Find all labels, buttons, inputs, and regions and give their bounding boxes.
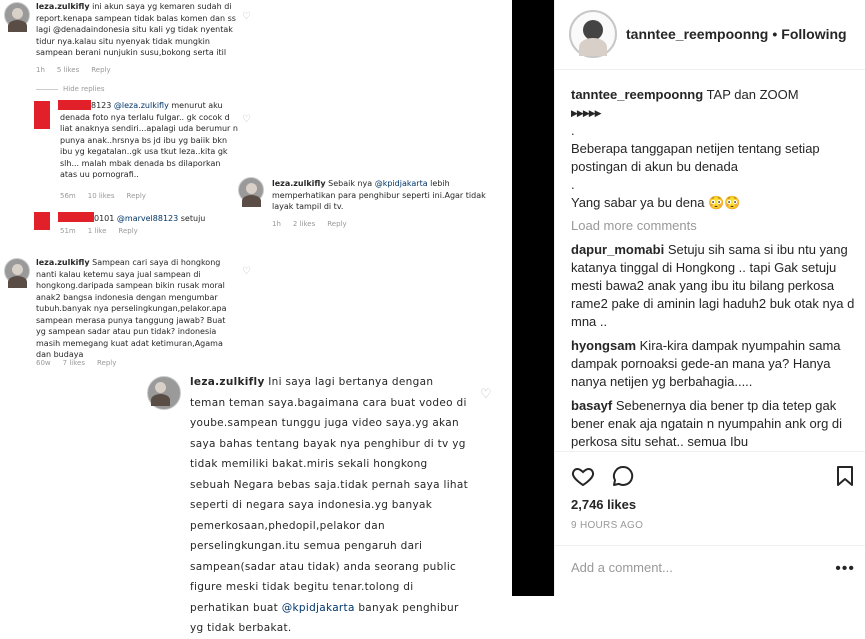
bookmark-icon[interactable] [833,464,857,488]
comment-item: basayf Sebenernya dia bener tp dia tetep gak bener enak aja ngatain n nyumpahin ank org di perkosa situ sehat.. semua Ibu [571,398,843,449]
add-comment-bar [555,545,865,596]
comments-list: tanntee_reempoonng TAP dan ZOOM ▶▶▶▶▶ . Beberapa tanggapan netijen tentang setiap postingan di akun bu denada . Yang sabar ya bu dena 😳😳 Load more comments dapur_momabi Setuju sih sama si ibu ntu yang katanya tinggal di Hongkong .. tapi Gak setuju mesti bawa2 anak yang ibu itu bilang perkosa rame2 pake di aminin lagi haduh2 buk otak nya d mna .. hyongsam Kira-kira dampak nyumpahin sama dampak pornoaksi gede-an mana ya? Hanya nanya netijen yg berbahagia..... basayf Sebenernya dia bener tp dia tetep gak bener enak aja ngatain n nyumpahin ank org di perkosa situ sehat.. semua Ibu [571,86,857,439]
caption-username[interactable]: tanntee_reempoonng [571,87,704,102]
hide-replies-link: Hide replies [36,85,105,93]
caption-text: Beberapa tanggapan netijen tentang setiap postingan di akun bu denada [571,141,820,174]
comment-username[interactable]: basayf [571,398,613,413]
image-comment-2: 8123 @leza.zulkifly menurut aku denada foto nya terlalu fulgar.. gk cocok d liat anaknya sendiri...apalagi uda berumur n punya anak..hrsnya bs jd ibu yg baiik bkn ibu yg kegatalan..gk usa tkut leza..kita gk slh... malah mbak denada bs dilaporkan atas uu pornografi.. [60,101,238,179]
caption-arrows: ▶▶▶▶▶ [571,108,601,118]
image-comment-5: leza.zulkifly Sampean cari saya di hongkong nanti kalau ketemu saya jual sampean di hongkong.daripada sampean bikin rusak moral anak2 bangsa indonesia dengan mengumbar tubuh.banyak nya perselingkungan,pelakor.apa sampean merasa punya tanggung jawab? Buat yg sampean sadar atau pun tidak? indonesia masih memegang kuat adat ketimuran,Agama dan budaya [36,258,227,359]
load-more-comments[interactable]: Load more comments [571,218,697,233]
heart-icon[interactable] [571,464,595,488]
heart-icon: ♡ [242,114,251,125]
post-side-panel [554,0,864,596]
caption-text: Yang sabar ya bu dena 😳😳 [571,195,741,210]
likes-count[interactable]: 2,746 likes [571,497,637,512]
commenter-avatar [4,2,30,28]
comment-meta: 51m 1 like Reply [60,227,138,235]
comment-meta: 1h 2 likes Reply [272,220,347,228]
post-timestamp[interactable]: 9 HOURS AGO [571,520,644,531]
redaction-box [34,101,50,129]
comment-icon[interactable] [611,464,635,488]
post-header-title: tanntee_reempoonng • Following [626,26,847,42]
comment-meta: 60w 7 likes Reply [36,359,117,367]
comment-item: dapur_momabi Setuju sih sama si ibu ntu yang katanya tinggal di Hongkong .. tapi Gak setuju mesti bawa2 anak yang ibu itu bilang perkosa rame2 pake di aminin lagi haduh2 buk otak nya d mna .. [571,242,855,329]
image-comment-1 [36,1,236,59]
following-button[interactable]: Following [781,26,847,42]
profile-avatar[interactable] [569,10,617,58]
commenter-avatar [4,258,30,284]
comment-username[interactable]: hyongsam [571,338,637,353]
image-letterbox [512,0,554,596]
profile-username[interactable]: tanntee_reempoonng [626,26,769,42]
more-options-icon[interactable]: ••• [835,560,855,577]
heart-icon: ♡ [480,386,492,401]
commenter-avatar [147,376,181,410]
caption: tanntee_reempoonng TAP dan ZOOM [571,87,799,102]
redaction-box [34,212,50,230]
heart-icon: ♡ [242,11,251,22]
commenter-username: leza.zulkifly [36,2,90,11]
commenter-avatar [238,177,264,203]
comment-username[interactable]: dapur_momabi [571,242,665,257]
comment-text: ini akun saya yg kemaren sudah di report.kenapa sampean tidak balas komen dan ss lagi @denadaindonesia situ kali yg tidak nyentak tidur nya.kalau situ nyenyak tidak mungkin sampean berani nunjukin susu,bokong serta itil [36,2,236,57]
comment-item: hyongsam Kira-kira dampak nyumpahin sama dampak pornoaksi gede-an mana ya? Hanya nanya netijen yg berbahagia..... [571,338,841,389]
image-comment-4: 0101 @marvel88123 setuju [94,214,206,223]
post-header [555,0,865,70]
heart-icon: ♡ [242,266,251,277]
image-comment-6: leza.zulkifly Ini saya lagi bertanya dengan teman teman saya.bagaimana cara buat vodeo di yoube.sampean tunggu juga video saya.yg akan saya bahas tentang bayak nya penghibur di tv yg tidak memiliki bakat.miris sekali hongkong sebuah Negara bebas saja.tidak pernah saya lihat seperti di negara saya indonesia.yg banyak pemerkosaan,phedopil,pelakor dan perselingkungan.itu semua pengaruh dari sampean(sadar atau tidak) anda seorang public figure meski tidak begitu tenar.tolong di perhatikan buat @kpidjakarta banyak penghibur yg tidak berbakat. [190,376,469,634]
comment-meta: 1h 5 likes Reply [36,66,111,74]
post-actions [555,451,865,499]
comment-meta: 56m 10 likes Reply [60,192,146,200]
add-comment-input[interactable] [571,560,821,575]
image-comment-3: leza.zulkifly Sebaik nya @kpidjakarta lebih memperhatikan para penghibur seperti ini.Agar tidak layak tampil di tv. [272,179,486,211]
